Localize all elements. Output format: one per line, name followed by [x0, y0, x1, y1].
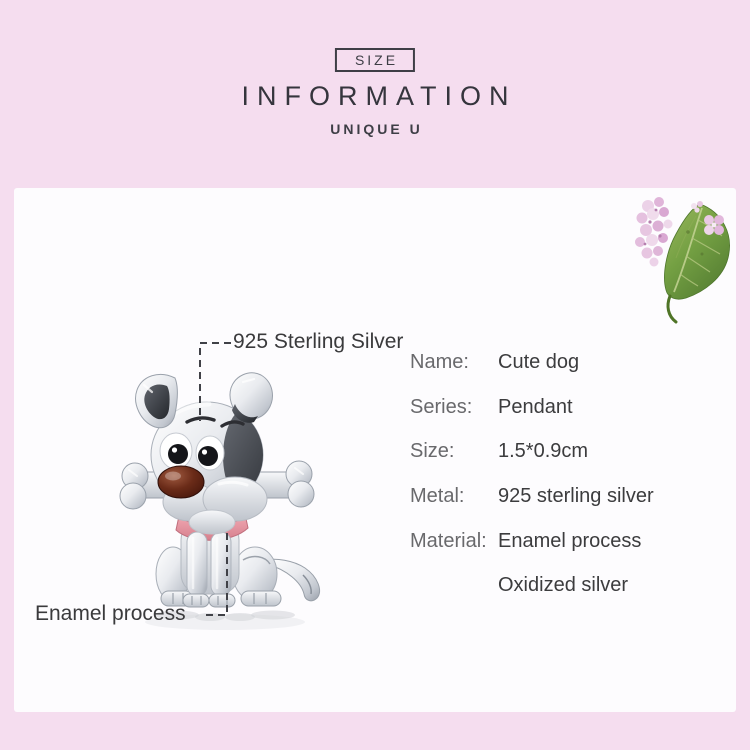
spec-row-name [410, 340, 654, 385]
spec-row-metal [410, 474, 654, 519]
header [0, 0, 750, 188]
spec-value: 1.5*0.9cm [498, 440, 589, 463]
size-badge [335, 48, 415, 72]
spec-row-material2 [410, 563, 654, 608]
spec-label: Name: [410, 350, 469, 373]
dog-front-paws [183, 594, 235, 607]
lilac-flowers [635, 197, 673, 267]
spec-label: Size: [410, 440, 455, 463]
spec-row-material [410, 519, 654, 564]
spec-label: Series: [410, 395, 473, 418]
size-badge-label: SIZE [354, 52, 399, 68]
brand-subtitle: UNIQUE U [330, 121, 423, 137]
dog-nose [158, 466, 204, 498]
spec-row-size [410, 429, 654, 474]
spec-list [410, 340, 654, 608]
product-card [14, 188, 736, 712]
page-title: INFORMATION [241, 81, 517, 111]
callout-enamel-label: Enamel process [35, 602, 186, 625]
spec-value: 925 sterling silver [498, 484, 654, 507]
leaf-flower-illustration [630, 192, 736, 332]
spec-value: Pendant [498, 395, 573, 418]
spec-row-series [410, 385, 654, 430]
dog-ear-left [136, 374, 178, 427]
spec-value: Oxidized silver [498, 574, 629, 597]
callout-silver-label: 925 Sterling Silver [233, 330, 404, 353]
spec-value: Cute dog [498, 350, 580, 373]
dog-ear-right [230, 373, 272, 423]
spec-value: Enamel process [498, 529, 642, 552]
spec-label: Material: [410, 529, 487, 552]
spec-label: Metal: [410, 484, 465, 507]
